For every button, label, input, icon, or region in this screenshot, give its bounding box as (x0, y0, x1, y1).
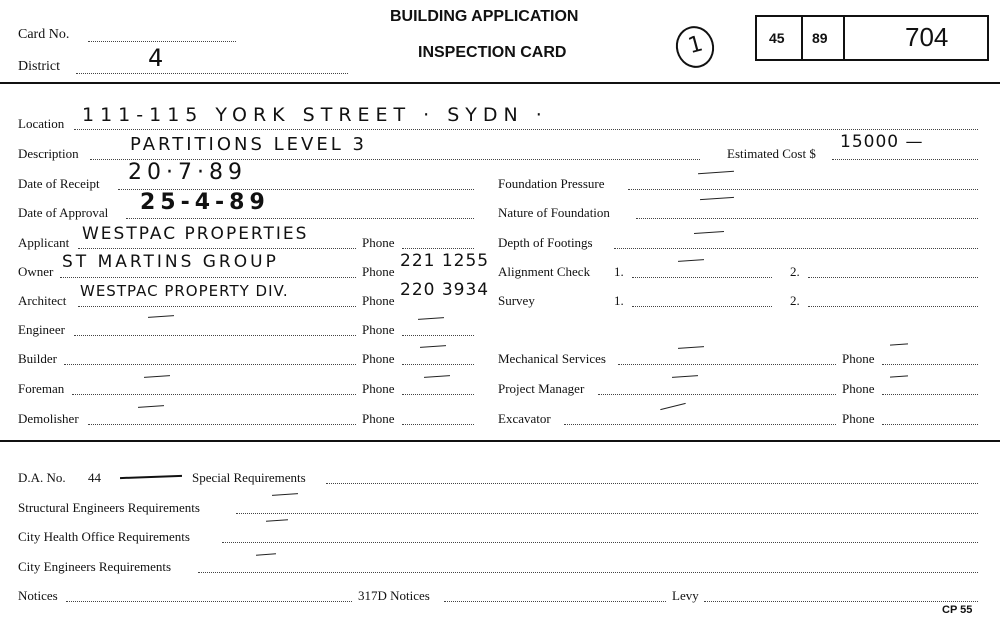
card-number-box (755, 15, 989, 61)
box-number-value: 704 (905, 22, 949, 52)
location-value: 111-115 YORK STREET · SYDN · (82, 104, 548, 126)
card-no-label: Card No. (18, 27, 70, 42)
owner-label: Owner (18, 264, 54, 279)
district-label: District (18, 59, 60, 74)
date-approval-value: 25-4-89 (140, 190, 270, 215)
special-req-label: Special Requirements (192, 470, 306, 485)
architect-phone-label: Phone (362, 293, 395, 308)
date-receipt-value: 20·7·89 (128, 160, 247, 185)
survey-label: Survey (498, 293, 535, 308)
circled-number-value: 1 (685, 31, 706, 60)
mechanical-phone-label: Phone (842, 351, 875, 366)
excavator-phone-label: Phone (842, 411, 875, 426)
notices-317d-label: 317D Notices (358, 588, 430, 603)
circled-number (671, 22, 719, 72)
owner-value: ST MARTINS GROUP (62, 252, 279, 272)
structural-label: Structural Engineers Requirements (18, 500, 200, 515)
header-divider (0, 82, 1000, 84)
applicant-value: WESTPAC PROPERTIES (82, 224, 309, 244)
demolisher-label: Demolisher (18, 411, 79, 426)
owner-phone-value: 221 1255 (400, 251, 490, 271)
foreman-label: Foreman (18, 381, 65, 396)
survey-2-label: 2. (790, 293, 800, 308)
card-no-line (88, 41, 236, 42)
description-value: PARTITIONS LEVEL 3 (130, 134, 367, 155)
notices-label: Notices (18, 588, 58, 603)
district-value: 4 (148, 44, 166, 72)
survey-1-label: 1. (614, 293, 624, 308)
box-a-value: 45 (769, 30, 785, 46)
project-manager-phone-label: Phone (842, 381, 875, 396)
levy-label: Levy (672, 588, 699, 603)
description-label: Description (18, 146, 79, 161)
alignment-2-label: 2. (790, 264, 800, 279)
foreman-phone-label: Phone (362, 381, 395, 396)
section-divider (0, 440, 1000, 442)
district-line (76, 73, 348, 74)
builder-label: Builder (18, 351, 57, 366)
project-manager-label: Project Manager (498, 381, 585, 396)
city-eng-label: City Engineers Requirements (18, 559, 172, 574)
health-label: City Health Office Requirements (18, 529, 190, 544)
mechanical-label: Mechanical Services (498, 351, 606, 366)
architect-label: Architect (18, 293, 67, 308)
estimated-cost-value: 15000 — (840, 132, 924, 152)
foundation-pressure-label: Foundation Pressure (498, 176, 605, 191)
demolisher-phone-label: Phone (362, 411, 395, 426)
architect-phone-value: 220 3934 (400, 280, 490, 300)
estimated-cost-label: Estimated Cost $ (727, 146, 816, 161)
applicant-label: Applicant (18, 235, 70, 250)
architect-value: WESTPAC PROPERTY DIV. (80, 282, 289, 300)
da-no-label: D.A. No. (18, 470, 66, 485)
date-receipt-label: Date of Receipt (18, 176, 100, 191)
applicant-phone-label: Phone (362, 235, 395, 250)
engineer-label: Engineer (18, 322, 65, 337)
owner-phone-label: Phone (362, 264, 395, 279)
engineer-phone-label: Phone (362, 322, 395, 337)
form-code: CP 55 (942, 604, 973, 616)
excavator-label: Excavator (498, 411, 551, 426)
nature-foundation-label: Nature of Foundation (498, 205, 610, 220)
date-approval-label: Date of Approval (18, 205, 109, 220)
da-no-value: 44 (88, 470, 101, 485)
alignment-check-label: Alignment Check (498, 264, 591, 279)
location-label: Location (18, 116, 65, 131)
builder-phone-label: Phone (362, 351, 395, 366)
title-line-2: INSPECTION CARD (418, 44, 567, 61)
depth-footings-label: Depth of Footings (498, 235, 593, 250)
box-b-value: 89 (812, 30, 828, 46)
title-line-1: BUILDING APPLICATION (390, 8, 579, 25)
alignment-1-label: 1. (614, 264, 624, 279)
